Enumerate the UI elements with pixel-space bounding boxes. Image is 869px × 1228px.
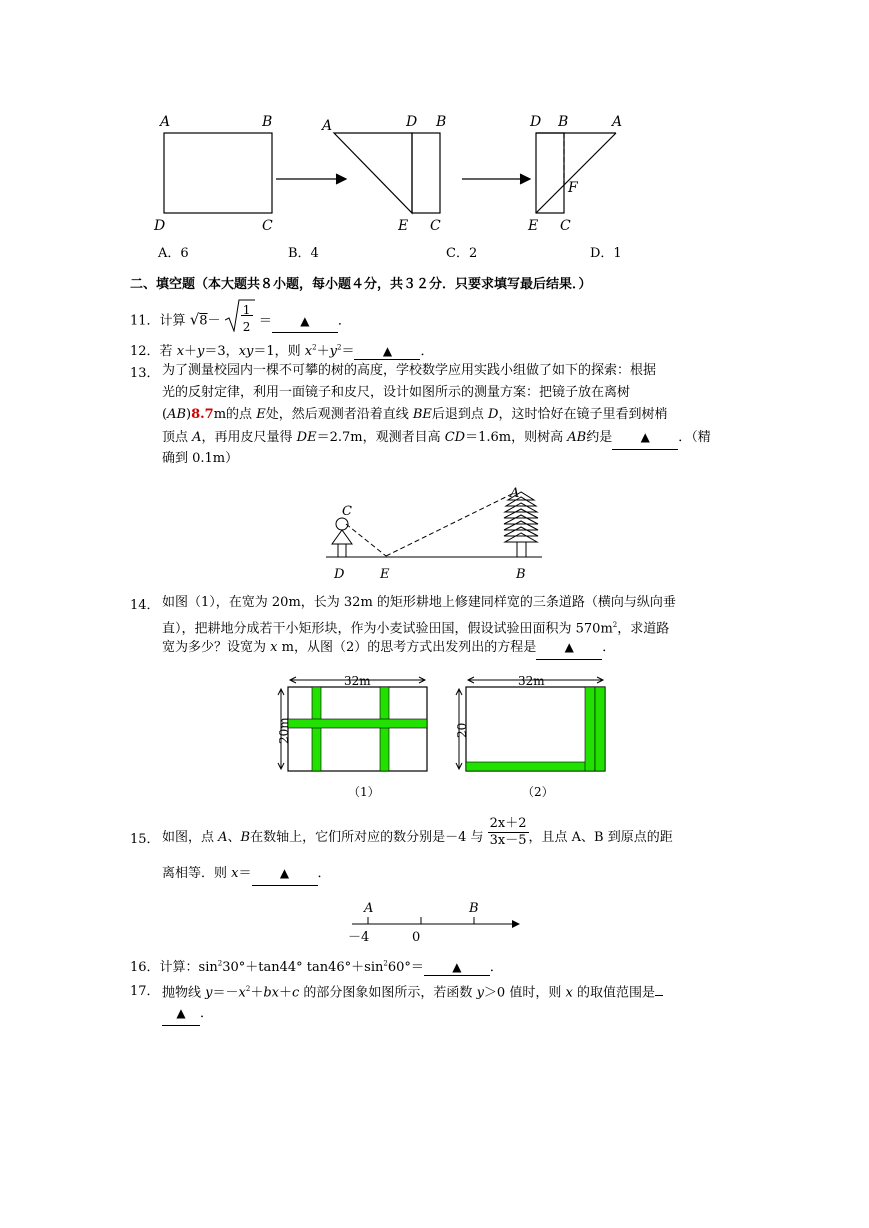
highlight-value: 8.7 [191,407,214,422]
label-a1: A [160,114,171,130]
label-c2: C [430,218,441,234]
q13-line-2: 光的反射定律，利用一面镜子和皮尺，设计如图所示的测量方案：把镜子放在离树 [162,385,631,400]
folding-diagram [140,108,660,238]
q14-line-1: 如图（1），在宽为 20m，长为 32m 的矩形耕地上修建同样宽的三条道路（横向与纵向垂 [162,595,676,610]
field-figure-2 [448,670,618,805]
label-e: E [380,567,390,582]
label-a3: A [612,114,623,130]
road-right-2 [595,687,605,771]
road-vertical-1 [312,687,321,771]
label-b1: B [262,114,273,130]
caption-2: （2） [522,785,554,799]
label-d1: D [154,218,166,234]
caption-1: （1） [348,785,380,799]
q13-line-1: 为了测量校园内一棵不可攀的树的高度，学校数学应用实践小组做了如下的探索：根据 [162,363,657,378]
label-e3: E [528,218,539,234]
question-12: 12．若 x＋y＝3，xy＝1，则 $x^2+y^2=$ ▲ ． [130,343,434,359]
road-vertical-2 [380,687,389,771]
label-c1: C [262,218,273,234]
label-c3: C [560,218,571,234]
question-11: 11．计算 √8－ $\frac{1}{2}$ ＝ ▲ ． [130,306,351,336]
question-17-number: 17． [130,984,160,999]
label-d2: D [406,114,418,130]
question-14-number: 14． [130,598,160,613]
question-13-number: 13． [130,366,160,381]
q13-line-3: (AB)8.7m的点 E处，然后观测者沿着直线 BE后退到点 D，这时恰好在镜子里看到树梢 [162,407,668,422]
label-a: A [510,486,520,501]
field-figure-1 [268,670,438,805]
q14-line-3: 宽为多少？设宽为 x m，从图（2）的思考方式出发列出的方程是 ▲ ． [162,636,742,660]
label-f3: F [568,180,578,196]
option-a: A．6 [158,246,189,261]
road-horizontal [288,719,427,728]
q14-line-2: 直），把耕地分成若干小矩形块，作为小麦试验田国，假设试验田面积为 $570m^2$，求道路 [162,621,670,637]
triangle-fold [334,133,412,213]
option-b: B．4 [288,246,319,261]
point-a-label: A [364,901,374,916]
label-e2: E [398,218,409,234]
road-right-1 [585,687,595,771]
q17-line-1: 抛物线 $y=-x^2+bx+c$ 的部分图象如图所示，若函数 y＞0 值时，则 x 的取值范围是 [162,978,742,1004]
q17-line-2: ▲ ． [162,1002,742,1026]
number-line [340,892,530,944]
tick-zero: 0 [412,930,421,944]
label-b2: B [436,114,447,130]
point-b-label: B [469,901,479,916]
question-15-number: 15． [130,832,160,847]
section-title: 二、填空题（本大题共８小题，每小题４分，共３２分．只要求填写最后结果．） [130,277,592,292]
question-16: 16．计算：$\sin^230^\circ+\tan 44^\circ$ $\tan 46^\circ+\sin^260^\circ=$ ▲ ． [130,959,503,975]
label-b: B [516,567,526,582]
fraction-numerator: 2x＋2 [489,816,527,831]
strip-3 [536,133,564,213]
label-d: D [334,567,345,582]
road-bottom [466,762,605,771]
q15-line-2: 离相等．则 x＝ ▲ ． [162,862,742,886]
rectangle-abcd [164,133,272,213]
label-b3: B [558,114,569,130]
label-c: C [342,504,352,519]
strip-edcb [412,133,440,213]
label-d3: D [530,114,542,130]
q13-line-4: 顶点 A，再用皮尺量得 DE＝2.7m，观测者目高 CD＝1.6m，则树高 AB约是 ▲ ．（精 [162,426,742,450]
label-a2: A [322,118,333,134]
q13-line-5: 确到 0.1m） [162,451,239,466]
mirror-measurement-figure [320,482,550,582]
option-c: C．2 [446,246,478,261]
label-width: 20 [455,722,469,738]
q15-line-1: 如图，点 A、B在数轴上，它们所对应的数分别是－4 与 $\frac{2x+2}{3x-5}$ ，且点 A、B 到原点的距 [162,816,673,848]
label-length: 32m [344,674,371,688]
label-width: 20m [277,717,291,744]
label-length: 32m [518,674,545,688]
tick-minus-4: －4 [348,930,370,944]
option-d: D．1 [590,246,622,261]
fraction-denominator: 3x－5 [489,833,527,848]
